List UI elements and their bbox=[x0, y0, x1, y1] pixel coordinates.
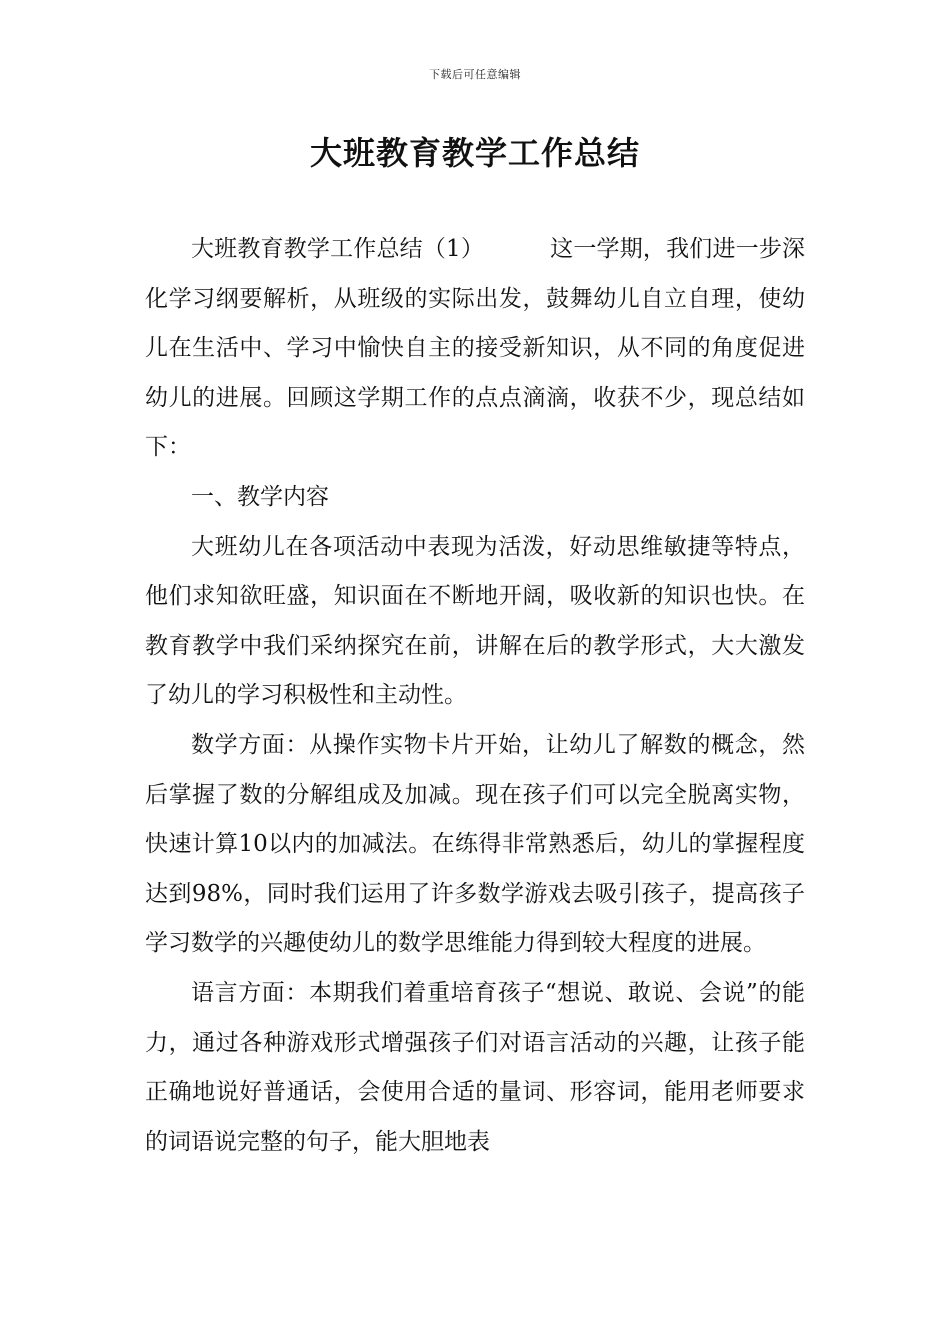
document-body bbox=[145, 225, 805, 1167]
paragraph-teaching: 大班幼儿在各项活动中表现为活泼，好动思维敏捷等特点，他们求知欲旺盛，知识面在不断地开阔，吸收新的知识也快。在教育教学中我们采纳探究在前，讲解在后的教学形式，大大激发了幼儿的学习积极性和主动性。 bbox=[145, 533, 805, 709]
document-title: 大班教育教学工作总结 bbox=[309, 134, 640, 172]
paragraph-language: 语言方面：本期我们着重培育孩子“想说、敢说、会说”的能力，通过各种游戏形式增强孩子们对语言活动的兴趣，让孩子能正确地说好普通话，会使用合适的量词、形容词，能用老师要求的词语说完整的句子，能大胆地表 bbox=[145, 979, 805, 1155]
paragraph-math: 数学方面：从操作实物卡片开始，让幼儿了解数的概念，然后掌握了数的分解组成及加减。现在孩子们可以完全脱离实物，快速计算10以内的加减法。在练得非常熟悉后，幼儿的掌握程度达到98%，同时我们运用了许多数学游戏去吸引孩子，提高孩子学习数学的兴趣使幼儿的数学思维能力得到较大程度的进展。 bbox=[145, 731, 805, 957]
intro-label: 大班教育教学工作总结（1） bbox=[191, 236, 484, 262]
header-note: 下载后可任意编辑 bbox=[429, 68, 521, 81]
section-heading-teaching-content: 一、教学内容 bbox=[191, 483, 329, 510]
intro-paragraph bbox=[145, 225, 805, 473]
intro-text: 这一学期，我们进一步深化学习纲要解析，从班级的实际出发，鼓舞幼儿自立自理，使幼儿在生活中、学习中愉快自主的接受新知识，从不同的角度促进幼儿的进展。回顾这学期工作的点点滴滴，收获不少，现总结如下： bbox=[145, 236, 805, 461]
